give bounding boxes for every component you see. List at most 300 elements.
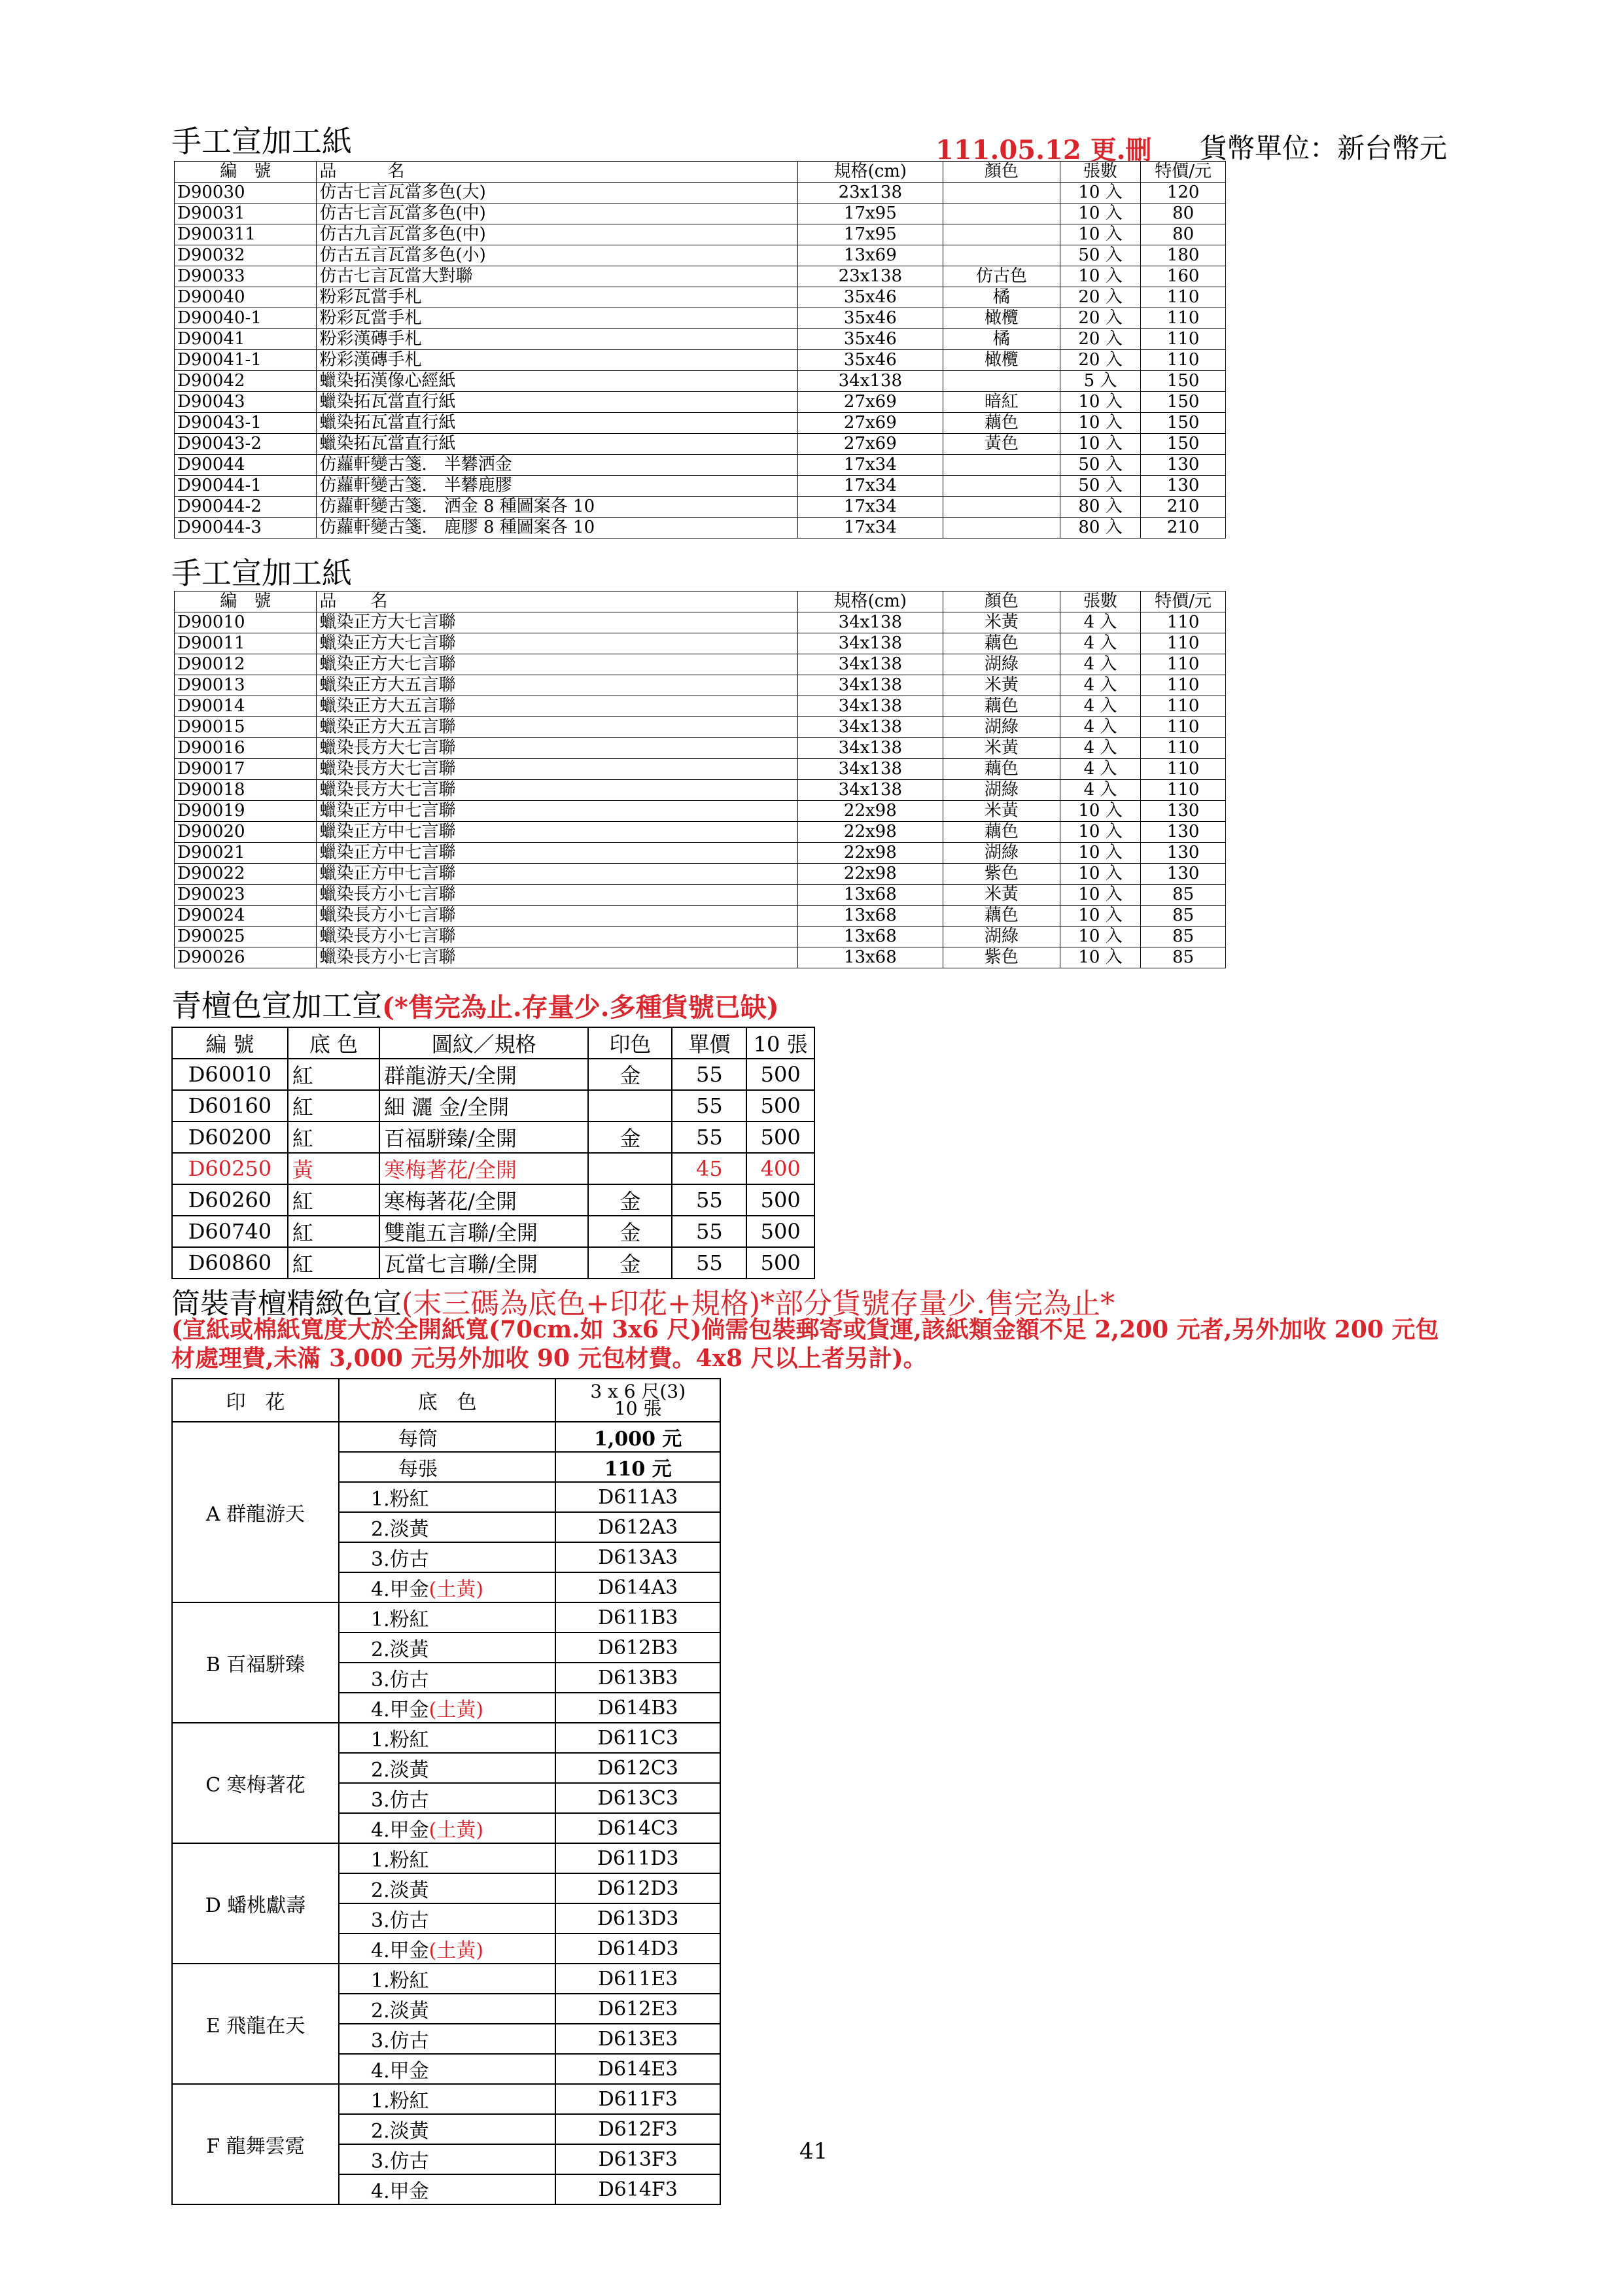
shipping-note: (宣紙或棉紙寬度大於全開紙寬(70cm.如 3x6 尺)倘需包裝郵寄或貨運,該紙類金額不足 2,200 元者,另外加收 200 元包材處理費,未滿 3,000 元另外加收 90 元包材費。4x8 尺以上者另計)。 xyxy=(171,1316,1439,1372)
item-code: D613D3 xyxy=(555,1903,720,1934)
table-cell: 110 xyxy=(1141,717,1226,738)
table-cell: D90043-2 xyxy=(175,434,317,455)
base-color xyxy=(339,1964,555,1994)
table-cell: 55 xyxy=(672,1059,746,1090)
table-cell: 蠟染正方中七言聯 xyxy=(317,822,797,843)
table-cell: 55 xyxy=(672,1184,746,1216)
table-cell: 粉彩瓦當手札 xyxy=(317,308,797,329)
table-cell: 10 入 xyxy=(1060,392,1141,413)
table-row xyxy=(175,654,1226,675)
item-code: D614E3 xyxy=(555,2054,720,2084)
table-row xyxy=(175,864,1226,885)
table-cell: 藕色 xyxy=(943,822,1060,843)
table-cell: 110 xyxy=(1141,654,1226,675)
table-cell: 仿古七言瓦當大對聯 xyxy=(317,266,797,287)
table-cell: 湖綠 xyxy=(943,780,1060,801)
section3-title: 青檀色宣加工宣 xyxy=(171,988,382,1023)
column-header: 張數 xyxy=(1060,592,1141,612)
base-color xyxy=(339,1723,555,1753)
table-cell: 55 xyxy=(672,1122,746,1153)
table-row xyxy=(175,203,1226,224)
table-cell: 13x68 xyxy=(797,947,943,968)
table-row xyxy=(175,413,1226,434)
table-cell: 180 xyxy=(1141,245,1226,266)
table-row xyxy=(172,1153,814,1184)
table-row xyxy=(172,1184,814,1216)
table-cell: 50 入 xyxy=(1060,245,1141,266)
item-code: D613F3 xyxy=(555,2144,720,2174)
table-cell: D90015 xyxy=(175,717,317,738)
table-cell: 27x69 xyxy=(797,434,943,455)
base-color-label: 2.淡黃 xyxy=(371,1879,429,1902)
base-color xyxy=(339,1994,555,2024)
table-cell: 17x34 xyxy=(797,518,943,539)
table-cell: 仿古色 xyxy=(943,266,1060,287)
table-cell: 80 入 xyxy=(1060,497,1141,518)
table-cell xyxy=(943,224,1060,245)
table-cell: 粉彩漢磚手札 xyxy=(317,329,797,350)
table-cell: 55 xyxy=(672,1216,746,1247)
pattern-name: E 飛龍在天 xyxy=(172,1964,339,2084)
table-row xyxy=(175,927,1226,947)
update-date: 111.05.12 更.刪 xyxy=(935,135,1152,166)
table-cell: 4 入 xyxy=(1060,633,1141,654)
table-cell: D90033 xyxy=(175,266,317,287)
item-code: D611D3 xyxy=(555,1843,720,1873)
table-cell: 400 xyxy=(746,1153,814,1184)
table-cell: 110 xyxy=(1141,308,1226,329)
base-color xyxy=(339,2114,555,2144)
column-header: 規格(cm) xyxy=(797,592,943,612)
table-cell: 米黃 xyxy=(943,801,1060,822)
table-cell: 22x98 xyxy=(797,801,943,822)
table-row xyxy=(175,885,1226,906)
table-cell: D90024 xyxy=(175,906,317,927)
table-cell: 23x138 xyxy=(797,183,943,203)
table-cell xyxy=(943,497,1060,518)
base-color xyxy=(339,1663,555,1693)
table-cell: D90042 xyxy=(175,371,317,392)
table-cell: 粉彩漢磚手札 xyxy=(317,350,797,371)
column-header: 特價/元 xyxy=(1141,162,1226,183)
column-header: 10 張 xyxy=(746,1027,814,1059)
section1-title: 手工宣加工紙 xyxy=(171,124,352,159)
table-cell: D90012 xyxy=(175,654,317,675)
base-color xyxy=(339,2054,555,2084)
table-header-row xyxy=(172,1379,720,1422)
pattern-name: D 蟠桃獻壽 xyxy=(172,1843,339,1964)
table-row xyxy=(175,329,1226,350)
table-cell: 仿蘿軒變古箋. 半礬鹿膠 xyxy=(317,476,797,497)
table-row xyxy=(175,266,1226,287)
base-color-label: 1.粉紅 xyxy=(371,2090,429,2113)
table-cell: 130 xyxy=(1141,864,1226,885)
table-cell: 湖綠 xyxy=(943,843,1060,864)
base-color-label: 4.甲金 xyxy=(371,1939,429,1962)
table-cell: D90010 xyxy=(175,612,317,633)
table-cell: 蠟染長方小七言聯 xyxy=(317,906,797,927)
base-color-label: 3.仿古 xyxy=(371,1548,429,1571)
table-row xyxy=(175,476,1226,497)
table-cell: 34x138 xyxy=(797,633,943,654)
price-row xyxy=(172,1422,720,1452)
table-header-row xyxy=(172,1027,814,1059)
pattern-name: C 寒梅著花 xyxy=(172,1723,339,1843)
table-cell: 34x138 xyxy=(797,371,943,392)
table-cell: 34x138 xyxy=(797,759,943,780)
table-cell: 110 xyxy=(1141,350,1226,371)
table-row xyxy=(175,392,1226,413)
table-cell: 80 xyxy=(1141,224,1226,245)
base-color-label: 1.粉紅 xyxy=(371,1488,429,1511)
table-cell: 110 xyxy=(1141,780,1226,801)
table-cell: 粉彩瓦當手札 xyxy=(317,287,797,308)
table-cell: 橄欖 xyxy=(943,308,1060,329)
table-cell: 4 入 xyxy=(1060,759,1141,780)
table-cell: 10 入 xyxy=(1060,413,1141,434)
table-cell: D90044-2 xyxy=(175,497,317,518)
table-cell: 500 xyxy=(746,1216,814,1247)
pattern-name: F 龍舞雲霓 xyxy=(172,2084,339,2204)
table-cell: 4 入 xyxy=(1060,612,1141,633)
table-cell: D90041 xyxy=(175,329,317,350)
base-color xyxy=(339,1542,555,1572)
table-cell: D90043 xyxy=(175,392,317,413)
table-cell: 百福駢臻/全開 xyxy=(379,1122,588,1153)
table-cell: 110 xyxy=(1141,738,1226,759)
table-cell: D900311 xyxy=(175,224,317,245)
table-row xyxy=(172,2084,720,2114)
table-cell: 蠟染長方大七言聯 xyxy=(317,759,797,780)
item-code: D612D3 xyxy=(555,1873,720,1903)
table-cell: 蠟染正方大七言聯 xyxy=(317,654,797,675)
table-cell: 藕色 xyxy=(943,906,1060,927)
column-header: 顏色 xyxy=(943,162,1060,183)
column-header: 品 名 xyxy=(317,162,797,183)
table-row xyxy=(175,350,1226,371)
base-color-label: 4.甲金 xyxy=(371,1578,429,1601)
table-cell: 紅 xyxy=(288,1059,379,1090)
table-cell: 45 xyxy=(672,1153,746,1184)
table-cell: 藕色 xyxy=(943,696,1060,717)
table-cell: 130 xyxy=(1141,801,1226,822)
table-cell: 10 入 xyxy=(1060,224,1141,245)
table-cell: 35x46 xyxy=(797,287,943,308)
table-cell: 130 xyxy=(1141,822,1226,843)
table-cell xyxy=(588,1090,672,1122)
table-cell: 150 xyxy=(1141,392,1226,413)
table-cell: 22x98 xyxy=(797,843,943,864)
table-cell: D90031 xyxy=(175,203,317,224)
table-cell: 34x138 xyxy=(797,654,943,675)
table-header-row xyxy=(175,592,1226,612)
section3-header xyxy=(171,989,779,1025)
table-cell: 22x98 xyxy=(797,822,943,843)
table-cell: 210 xyxy=(1141,497,1226,518)
table-row xyxy=(175,183,1226,203)
item-code: D613C3 xyxy=(555,1783,720,1813)
table-cell xyxy=(943,183,1060,203)
table-cell: 10 入 xyxy=(1060,906,1141,927)
table-cell: 34x138 xyxy=(797,738,943,759)
table-cell: 黃 xyxy=(288,1153,379,1184)
base-color-label: 4.甲金 xyxy=(371,1699,429,1722)
table-cell: 160 xyxy=(1141,266,1226,287)
table-cell: 500 xyxy=(746,1059,814,1090)
base-color-label: 3.仿古 xyxy=(371,1909,429,1932)
table-row xyxy=(172,1723,720,1753)
table-cell: 米黃 xyxy=(943,612,1060,633)
base-color xyxy=(339,1693,555,1723)
table-cell: 金 xyxy=(588,1184,672,1216)
column-header: 底 色 xyxy=(339,1379,555,1422)
table-cell: 20 入 xyxy=(1060,308,1141,329)
table-cell: D60740 xyxy=(172,1216,288,1247)
table-row xyxy=(175,434,1226,455)
table-cell: 蠟染正方大五言聯 xyxy=(317,696,797,717)
item-code: D614F3 xyxy=(555,2174,720,2204)
table-cell: 金 xyxy=(588,1122,672,1153)
table-cell: 35x46 xyxy=(797,329,943,350)
base-color-note: (土黃) xyxy=(428,1699,484,1722)
table-cell: 紅 xyxy=(288,1090,379,1122)
base-color-label: 1.粉紅 xyxy=(371,1849,429,1872)
item-code: D613A3 xyxy=(555,1542,720,1572)
table-cell: 米黃 xyxy=(943,675,1060,696)
table-cell: 仿蘿軒變古箋. 洒金 8 種圖案各 10 xyxy=(317,497,797,518)
table-cell: 20 入 xyxy=(1060,350,1141,371)
table-cell: 蠟染拓瓦當直行紙 xyxy=(317,434,797,455)
table-row xyxy=(175,497,1226,518)
table-cell: 150 xyxy=(1141,434,1226,455)
base-color-label: 3.仿古 xyxy=(371,1789,429,1812)
table-cell: 瓦當七言聯/全開 xyxy=(379,1247,588,1279)
table-row xyxy=(175,822,1226,843)
section4-title: 筒裝青檀精緻色宣 xyxy=(171,1287,402,1320)
base-color-label: 4.甲金 xyxy=(371,1819,429,1842)
table-cell: 4 入 xyxy=(1060,780,1141,801)
table-cell: 藕色 xyxy=(943,759,1060,780)
base-color xyxy=(339,1934,555,1964)
item-code: D611E3 xyxy=(555,1964,720,1994)
table-row xyxy=(175,843,1226,864)
table-row xyxy=(172,1602,720,1633)
pattern-name: A 群龍游天 xyxy=(172,1422,339,1602)
column-header: 品 名 xyxy=(317,592,797,612)
table-cell: 27x69 xyxy=(797,413,943,434)
table-cell: 蠟染拓瓦當直行紙 xyxy=(317,413,797,434)
table-cell: 13x69 xyxy=(797,245,943,266)
base-color xyxy=(339,1482,555,1512)
table-cell: 蠟染正方中七言聯 xyxy=(317,864,797,885)
table-cell: 34x138 xyxy=(797,717,943,738)
base-color xyxy=(339,1572,555,1602)
table-cell: 蠟染正方大五言聯 xyxy=(317,717,797,738)
table-cell: 500 xyxy=(746,1090,814,1122)
table-cell: D60250 xyxy=(172,1153,288,1184)
table-row xyxy=(172,1216,814,1247)
table-cell: 蠟染長方大七言聯 xyxy=(317,738,797,759)
base-color-note: (土黃) xyxy=(428,1939,484,1962)
table-cell: 13x68 xyxy=(797,927,943,947)
table-cell: D90043-1 xyxy=(175,413,317,434)
table-cell: 17x34 xyxy=(797,455,943,476)
base-color-label: 3.仿古 xyxy=(371,2030,429,2053)
table-section4 xyxy=(171,1378,721,2205)
table-row xyxy=(175,245,1226,266)
table-row xyxy=(175,518,1226,539)
price-value: 110 元 xyxy=(555,1452,720,1482)
table-cell xyxy=(588,1153,672,1184)
table-cell: 藕色 xyxy=(943,413,1060,434)
table-cell: 17x34 xyxy=(797,476,943,497)
table-cell: 仿古五言瓦當多色(小) xyxy=(317,245,797,266)
table-cell xyxy=(943,371,1060,392)
column-header: 單價 xyxy=(672,1027,746,1059)
base-color xyxy=(339,1813,555,1843)
item-code: D611B3 xyxy=(555,1602,720,1633)
table-cell xyxy=(943,518,1060,539)
table-row xyxy=(172,1122,814,1153)
size-label: 3 x 6 尺(3) xyxy=(590,1381,686,1402)
table-cell: 130 xyxy=(1141,476,1226,497)
table-row xyxy=(175,947,1226,968)
table-cell: 蠟染拓瓦當直行紙 xyxy=(317,392,797,413)
table-cell: D90026 xyxy=(175,947,317,968)
table-cell: 蠟染拓漢像心經紙 xyxy=(317,371,797,392)
table-row xyxy=(172,1843,720,1873)
price-label: 每張 xyxy=(339,1452,555,1482)
table-cell: 橘 xyxy=(943,329,1060,350)
table-cell: 紅 xyxy=(288,1247,379,1279)
table-cell: 蠟染長方大七言聯 xyxy=(317,780,797,801)
table-cell: 20 入 xyxy=(1060,287,1141,308)
base-color xyxy=(339,1843,555,1873)
base-color-label: 1.粉紅 xyxy=(371,1969,429,1992)
table-cell: 4 入 xyxy=(1060,738,1141,759)
base-color-label: 4.甲金 xyxy=(371,2180,429,2203)
item-code: D611C3 xyxy=(555,1723,720,1753)
table-row xyxy=(175,633,1226,654)
table-cell: 35x46 xyxy=(797,308,943,329)
table-cell: 110 xyxy=(1141,612,1226,633)
table-cell: 35x46 xyxy=(797,350,943,371)
table-cell: 仿古七言瓦當多色(大) xyxy=(317,183,797,203)
table-cell: 仿蘿軒變古箋. 半礬洒金 xyxy=(317,455,797,476)
pattern-name: B 百福駢臻 xyxy=(172,1602,339,1723)
table-row xyxy=(175,287,1226,308)
table-cell: 85 xyxy=(1141,885,1226,906)
table-cell: 110 xyxy=(1141,675,1226,696)
column-header: 編 號 xyxy=(172,1027,288,1059)
table-cell: 80 xyxy=(1141,203,1226,224)
table-cell: 蠟染長方小七言聯 xyxy=(317,885,797,906)
column-header: 底 色 xyxy=(288,1027,379,1059)
table-cell: 細 灑 金/全開 xyxy=(379,1090,588,1122)
column-header xyxy=(555,1379,720,1422)
table-cell: 80 入 xyxy=(1060,518,1141,539)
table-cell: 130 xyxy=(1141,843,1226,864)
table-row xyxy=(172,1964,720,1994)
table-cell: 500 xyxy=(746,1184,814,1216)
table-cell: 110 xyxy=(1141,633,1226,654)
table-cell: 85 xyxy=(1141,906,1226,927)
table-cell: 85 xyxy=(1141,947,1226,968)
base-color xyxy=(339,2024,555,2054)
base-color xyxy=(339,2144,555,2174)
table-cell: 雙龍五言聯/全開 xyxy=(379,1216,588,1247)
table-cell: 蠟染長方小七言聯 xyxy=(317,927,797,947)
table-section3 xyxy=(171,1027,815,1279)
table-row xyxy=(175,906,1226,927)
table-cell: 17x95 xyxy=(797,203,943,224)
table-cell: 500 xyxy=(746,1122,814,1153)
column-header: 印 花 xyxy=(172,1379,339,1422)
column-header: 顏色 xyxy=(943,592,1060,612)
table-cell: D90025 xyxy=(175,927,317,947)
table-cell: D90040-1 xyxy=(175,308,317,329)
table-cell: 10 入 xyxy=(1060,843,1141,864)
table-cell: 黃色 xyxy=(943,434,1060,455)
quantity-label: 10 張 xyxy=(614,1398,662,1419)
table-cell: D90022 xyxy=(175,864,317,885)
table-row xyxy=(172,1059,814,1090)
base-color xyxy=(339,1512,555,1542)
item-code: D612E3 xyxy=(555,1994,720,2024)
table-cell: 4 入 xyxy=(1060,717,1141,738)
item-code: D612F3 xyxy=(555,2114,720,2144)
item-code: D614C3 xyxy=(555,1813,720,1843)
base-color xyxy=(339,1633,555,1663)
table-cell: D90044-3 xyxy=(175,518,317,539)
table-cell: 110 xyxy=(1141,287,1226,308)
table-cell: 85 xyxy=(1141,927,1226,947)
column-header: 規格(cm) xyxy=(797,162,943,183)
table-cell: D90017 xyxy=(175,759,317,780)
table-cell: D90032 xyxy=(175,245,317,266)
table-cell: 17x34 xyxy=(797,497,943,518)
base-color-label: 2.淡黃 xyxy=(371,2120,429,2143)
table-cell: 仿古九言瓦當多色(中) xyxy=(317,224,797,245)
table-cell: 55 xyxy=(672,1090,746,1122)
table-cell: 10 入 xyxy=(1060,947,1141,968)
table-row xyxy=(175,717,1226,738)
table-cell: 22x98 xyxy=(797,864,943,885)
column-header: 編 號 xyxy=(175,162,317,183)
table-cell: 110 xyxy=(1141,329,1226,350)
table-cell: D90019 xyxy=(175,801,317,822)
table-cell: 500 xyxy=(746,1247,814,1279)
table-cell xyxy=(943,455,1060,476)
table-cell: 紅 xyxy=(288,1122,379,1153)
table-cell: D90021 xyxy=(175,843,317,864)
base-color xyxy=(339,1903,555,1934)
currency-note: 貨幣單位：新台幣元 xyxy=(1200,132,1448,164)
table-cell: 150 xyxy=(1141,413,1226,434)
table-cell: 50 入 xyxy=(1060,476,1141,497)
table-cell: 湖綠 xyxy=(943,927,1060,947)
table-cell: 群龍游天/全開 xyxy=(379,1059,588,1090)
table-cell: 5 入 xyxy=(1060,371,1141,392)
table-row xyxy=(175,675,1226,696)
table-cell: 湖綠 xyxy=(943,654,1060,675)
table-cell: 湖綠 xyxy=(943,717,1060,738)
table-cell: 23x138 xyxy=(797,266,943,287)
base-color-label: 3.仿古 xyxy=(371,2150,429,2173)
table-cell: D90014 xyxy=(175,696,317,717)
column-header: 特價/元 xyxy=(1141,592,1226,612)
table-cell: 34x138 xyxy=(797,696,943,717)
